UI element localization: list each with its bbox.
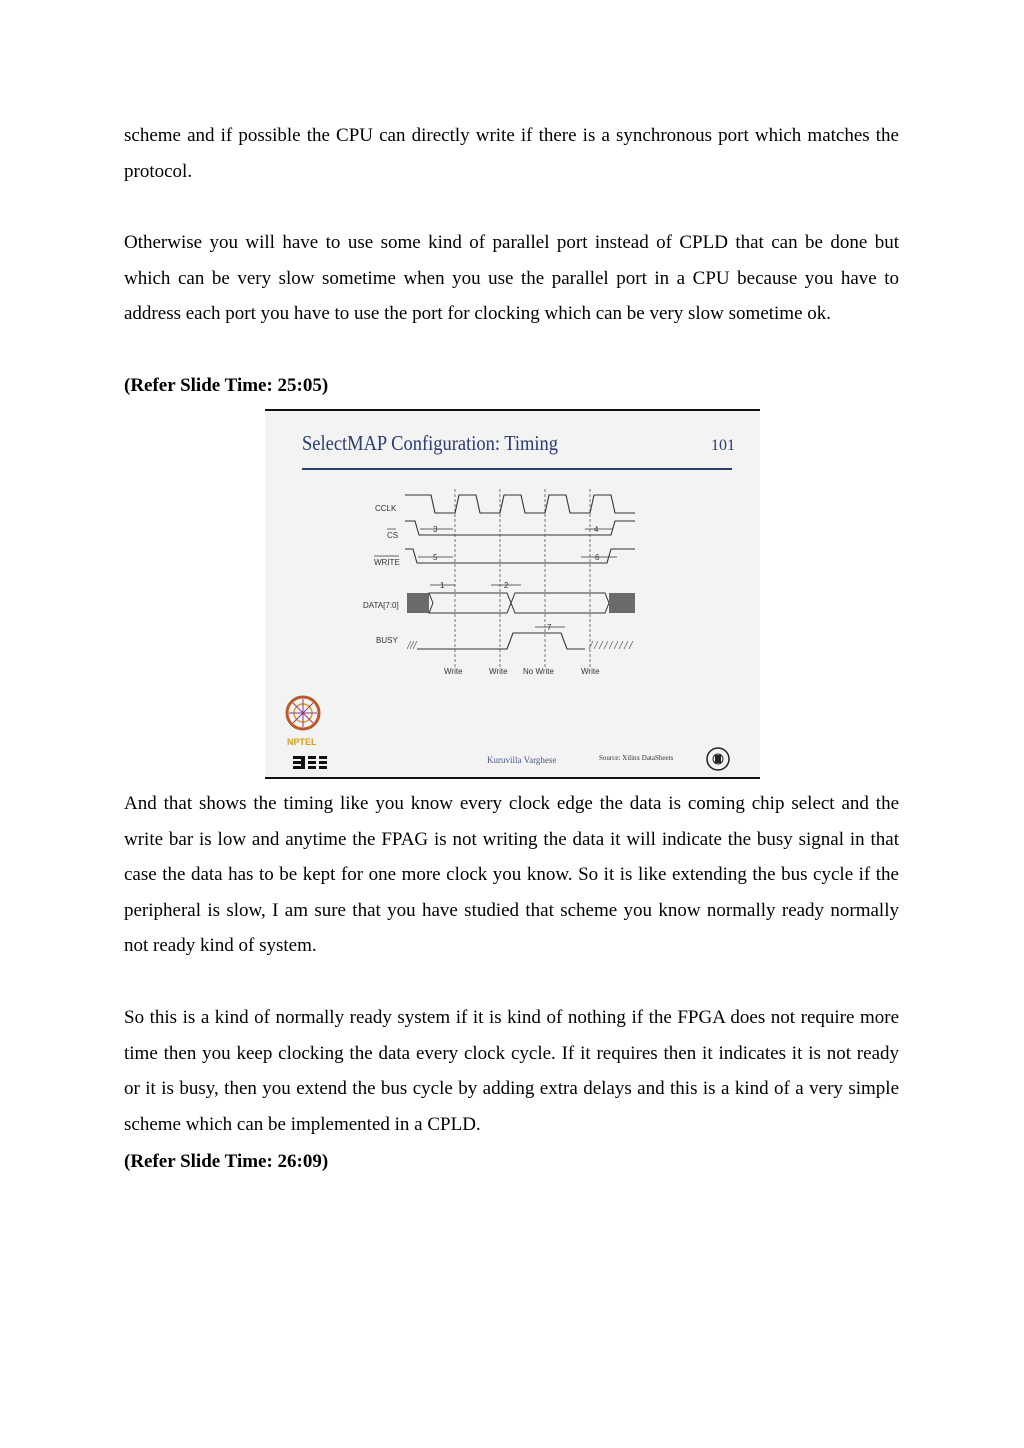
- busy-hatch-left: [407, 641, 417, 649]
- signal-label-cs: CS: [387, 531, 399, 540]
- timing-diagram: [265, 411, 760, 779]
- nptel-logo-icon: [287, 697, 319, 729]
- slide-image: [265, 409, 760, 779]
- reference-lines: [455, 489, 590, 669]
- waveform-cclk: [405, 495, 635, 513]
- marker-label-7: 7: [547, 623, 552, 632]
- nptel-logo-text: NPTEL: [287, 737, 317, 747]
- paragraph-3: And that shows the timing like you know every clock edge the data is coming chip select and the write bar is low and anytime the FPAG is not writing the data it will indicate the busy signal in that case the data has to be kept for one more clock you know. So it is like extending the bus cycle if the peripheral is slow, I am sure that you have studied that scheme you know normally ready normally not ready kind of system.: [124, 793, 899, 957]
- marker-label-5: 5: [433, 553, 438, 562]
- iisc-mark-icon: [293, 756, 327, 769]
- marker-label-4: 4: [594, 525, 599, 534]
- slide-number: 101: [711, 437, 735, 454]
- institute-emblem-icon: [707, 748, 729, 770]
- bottom-label-write-2: Write: [489, 667, 508, 676]
- paragraph-1: scheme and if possible the CPU can directly write if there is a synchronous port which matches the protocol.: [124, 125, 899, 182]
- refer-slide-time-1: (Refer Slide Time: 25:05): [124, 375, 329, 396]
- bottom-label-no-write: No Write: [523, 667, 554, 676]
- waveform-cs: [405, 521, 635, 535]
- marker-label-6: 6: [595, 553, 600, 562]
- bottom-label-write-3: Write: [581, 667, 600, 676]
- slide-author: Kuruvilla Varghese: [487, 755, 557, 765]
- bottom-label-write-1: Write: [444, 667, 463, 676]
- paragraph-2: Otherwise you will have to use some kind of parallel port instead of CPLD that can be done but which can be very slow sometime when you use the parallel port in a CPU because you have to address each port you have to use the port for clocking which can be very slow sometime ok.: [124, 232, 899, 325]
- signal-label-cclk: CCLK: [375, 504, 397, 513]
- signal-label-busy: BUSY: [376, 636, 398, 645]
- data-bus-valid: [429, 593, 609, 613]
- paragraph-4: So this is a kind of normally ready system if it is kind of nothing if the FPGA does not require more time then you keep clocking the data every clock cycle. If it requires then it indicates it is not ready or it is busy, then you extend the bus cycle by adding extra delays and this is a kind of a very simple scheme which can be implemented in a CPLD.: [124, 1007, 899, 1135]
- signal-label-write: WRITE: [374, 558, 400, 567]
- waveform-busy: [417, 633, 585, 649]
- waveform-write: [405, 549, 635, 563]
- marker-label-3: 3: [433, 525, 438, 534]
- busy-hatch-right: [589, 641, 633, 649]
- refer-slide-time-2: (Refer Slide Time: 26:09): [124, 1151, 329, 1172]
- signal-label-data: DATA[7:0]: [363, 601, 399, 610]
- data-block-right: [609, 593, 635, 613]
- marker-label-1: 1: [440, 581, 445, 590]
- marker-label-2: 2: [504, 581, 509, 590]
- slide-title: SelectMAP Configuration: Timing: [302, 431, 559, 455]
- data-block-left: [407, 593, 429, 613]
- slide-source: Source: Xilinx DataSheets: [599, 754, 674, 762]
